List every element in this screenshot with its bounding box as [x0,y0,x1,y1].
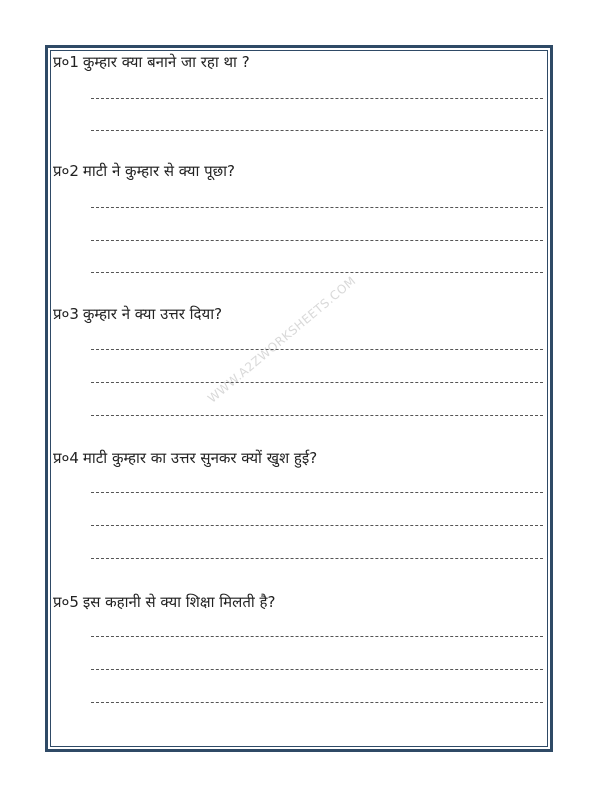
answer-line[interactable] [91,272,543,273]
question-1 [53,52,250,72]
answer-line[interactable] [91,415,543,416]
question-5 [53,592,275,612]
question-text: माटी कुम्हार का उत्तर सुनकर क्यों खुश हुई? [82,449,318,467]
answer-line[interactable] [91,382,543,383]
answer-line[interactable] [91,636,543,637]
question-number: प्र०4 [53,449,79,467]
answer-line[interactable] [91,669,543,670]
question-number: प्र०3 [53,305,79,323]
question-text: माटी ने कुम्हार से क्या पूछा? [82,162,236,180]
question-3 [53,304,222,324]
answer-line[interactable] [91,492,543,493]
answer-line[interactable] [91,525,543,526]
answer-line[interactable] [91,702,543,703]
answer-line[interactable] [91,558,543,559]
watermark: WWW.A2ZWORKSHEETS.COM [205,273,359,406]
worksheet-inner-border [50,50,548,747]
question-text: कुम्हार ने क्या उत्तर दिया? [82,305,223,323]
answer-line[interactable] [91,130,543,131]
answer-line[interactable] [91,98,543,99]
question-number: प्र०5 [53,593,79,611]
answer-line[interactable] [91,240,543,241]
question-4 [53,448,317,468]
worksheet-border [45,45,553,752]
question-text: कुम्हार क्या बनाने जा रहा था ? [82,53,250,71]
question-number: प्र०1 [53,53,79,71]
answer-line[interactable] [91,207,543,208]
question-2 [53,161,235,181]
answer-line[interactable] [91,349,543,350]
question-number: प्र०2 [53,162,79,180]
question-text: इस कहानी से क्या शिक्षा मिलती है? [82,593,276,611]
